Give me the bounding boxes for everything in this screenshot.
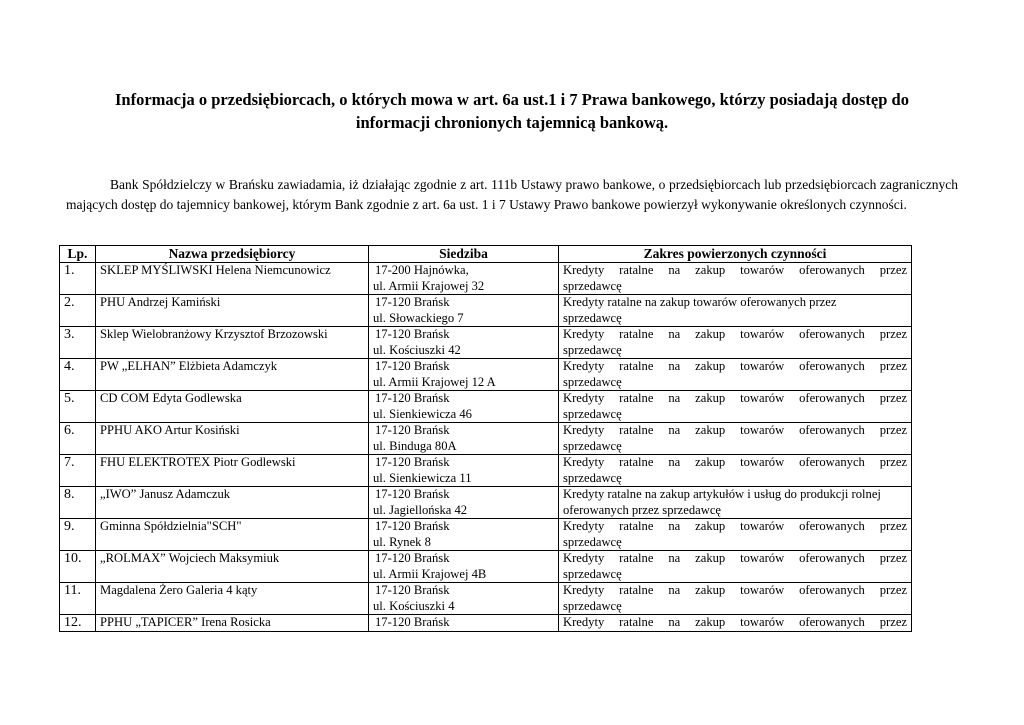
scope-of-activities bbox=[559, 263, 912, 295]
table-header-row bbox=[60, 246, 912, 263]
scope-line-1: Kredyty ratalne na zakup towarów oferowanych przez bbox=[563, 583, 907, 597]
scope-line-2: sprzedawcę bbox=[563, 310, 622, 325]
scope-line-2: sprzedawcę bbox=[563, 406, 622, 421]
header-name: Nazwa przedsiębiorcy bbox=[96, 246, 369, 263]
table-row bbox=[60, 295, 912, 327]
scope-line-2: sprzedawcę bbox=[563, 470, 622, 485]
seat-city: 17-120 Brańsk bbox=[375, 359, 450, 373]
row-number: 12. bbox=[60, 615, 96, 632]
scope-line-1: Kredyty ratalne na zakup artykułów i usług do produkcji rolnej bbox=[563, 487, 881, 501]
entrepreneur-seat bbox=[369, 359, 559, 391]
header-seat: Siedziba bbox=[369, 246, 559, 263]
entrepreneur-seat bbox=[369, 487, 559, 519]
seat-city: 17-120 Brańsk bbox=[375, 615, 450, 629]
seat-city: 17-120 Brańsk bbox=[375, 295, 450, 309]
seat-street: ul. Armii Krajowej 12 A bbox=[373, 374, 496, 389]
entrepreneur-name: CD COM Edyta Godlewska bbox=[96, 391, 369, 423]
seat-city: 17-120 Brańsk bbox=[375, 455, 450, 469]
scope-line-1: Kredyty ratalne na zakup towarów oferowanych przez bbox=[563, 327, 907, 341]
scope-line-1: Kredyty ratalne na zakup towarów oferowanych przez bbox=[563, 615, 907, 629]
scope-of-activities bbox=[559, 615, 912, 632]
seat-street: ul. Rynek 8 bbox=[373, 534, 431, 549]
scope-of-activities bbox=[559, 551, 912, 583]
table-row bbox=[60, 391, 912, 423]
entrepreneur-name: PPHU AKO Artur Kosiński bbox=[96, 423, 369, 455]
table-row bbox=[60, 487, 912, 519]
row-number: 2. bbox=[60, 295, 96, 327]
entrepreneur-name: Magdalena Żero Galeria 4 kąty bbox=[96, 583, 369, 615]
table-row bbox=[60, 359, 912, 391]
scope-line-1: Kredyty ratalne na zakup towarów oferowanych przez bbox=[563, 391, 907, 405]
seat-street: ul. Armii Krajowej 32 bbox=[373, 278, 485, 293]
scope-of-activities bbox=[559, 327, 912, 359]
row-number: 10. bbox=[60, 551, 96, 583]
scope-line-1: Kredyty ratalne na zakup towarów oferowanych przez bbox=[563, 263, 907, 277]
row-number: 5. bbox=[60, 391, 96, 423]
scope-line-1: Kredyty ratalne na zakup towarów oferowanych przez bbox=[563, 519, 907, 533]
table-row bbox=[60, 327, 912, 359]
scope-line-2: sprzedawcę bbox=[563, 598, 622, 613]
seat-street: ul. Armii Krajowej 4B bbox=[373, 566, 487, 581]
scope-of-activities bbox=[559, 519, 912, 551]
seat-city: 17-120 Brańsk bbox=[375, 487, 450, 501]
header-lp: Lp. bbox=[60, 246, 96, 263]
seat-street: ul. Jagiellońska 42 bbox=[373, 502, 468, 517]
entrepreneur-seat bbox=[369, 583, 559, 615]
table-row bbox=[60, 263, 912, 295]
entrepreneur-name: PW „ELHAN” Elżbieta Adamczyk bbox=[96, 359, 369, 391]
entrepreneur-name: Gminna Spółdzielnia"SCH" bbox=[96, 519, 369, 551]
entrepreneur-name: FHU ELEKTROTEX Piotr Godlewski bbox=[96, 455, 369, 487]
scope-of-activities bbox=[559, 359, 912, 391]
entrepreneur-seat bbox=[369, 423, 559, 455]
intro-paragraph: Bank Spółdzielczy w Brańsku zawiadamia, iż działając zgodnie z art. 111b Ustawy prawo bankowe, o przedsiębiorcach lub przedsiębiorcach zagranicznych mających dostęp do tajemnicy bankowej, którym Bank zgodnie z art. 6a ust. 1 i 7 Ustawy Prawo bankowe powierzył wykonywanie określonych czynności. bbox=[66, 177, 958, 212]
seat-street: ul. Binduga 80A bbox=[373, 438, 457, 453]
row-number: 11. bbox=[60, 583, 96, 615]
row-number: 9. bbox=[60, 519, 96, 551]
entrepreneur-name: PPHU „TAPICER” Irena Rosicka bbox=[96, 615, 369, 632]
scope-of-activities bbox=[559, 487, 912, 519]
entrepreneurs-table bbox=[59, 245, 912, 632]
seat-city: 17-200 Hajnówka, bbox=[375, 263, 469, 277]
seat-street: ul. Kościuszki 4 bbox=[373, 598, 455, 613]
scope-of-activities bbox=[559, 423, 912, 455]
row-number: 8. bbox=[60, 487, 96, 519]
seat-city: 17-120 Brańsk bbox=[375, 327, 450, 341]
header-scope: Zakres powierzonych czynności bbox=[559, 246, 912, 263]
scope-of-activities bbox=[559, 391, 912, 423]
seat-street: ul. Kościuszki 42 bbox=[373, 342, 461, 357]
entrepreneur-seat bbox=[369, 327, 559, 359]
row-number: 6. bbox=[60, 423, 96, 455]
scope-line-1: Kredyty ratalne na zakup towarów oferowanych przez bbox=[563, 551, 907, 565]
scope-line-2: sprzedawcę bbox=[563, 278, 622, 293]
entrepreneur-seat bbox=[369, 391, 559, 423]
seat-city: 17-120 Brańsk bbox=[375, 583, 450, 597]
scope-line-2: sprzedawcę bbox=[563, 342, 622, 357]
seat-city: 17-120 Brańsk bbox=[375, 519, 450, 533]
entrepreneur-seat bbox=[369, 615, 559, 632]
row-number: 4. bbox=[60, 359, 96, 391]
row-number: 7. bbox=[60, 455, 96, 487]
scope-line-2: sprzedawcę bbox=[563, 374, 622, 389]
row-number: 3. bbox=[60, 327, 96, 359]
entrepreneur-name: Sklep Wielobranżowy Krzysztof Brzozowski bbox=[96, 327, 369, 359]
scope-of-activities bbox=[559, 455, 912, 487]
seat-street: ul. Sienkiewicza 11 bbox=[373, 470, 472, 485]
scope-line-1: Kredyty ratalne na zakup towarów oferowanych przez bbox=[563, 295, 837, 309]
scope-of-activities bbox=[559, 583, 912, 615]
entrepreneur-seat bbox=[369, 551, 559, 583]
seat-city: 17-120 Brańsk bbox=[375, 423, 450, 437]
scope-of-activities bbox=[559, 295, 912, 327]
entrepreneur-name: „ROLMAX” Wojciech Maksymiuk bbox=[96, 551, 369, 583]
entrepreneur-seat bbox=[369, 455, 559, 487]
scope-line-2: sprzedawcę bbox=[563, 534, 622, 549]
seat-street: ul. Słowackiego 7 bbox=[373, 310, 464, 325]
table-row bbox=[60, 455, 912, 487]
seat-city: 17-120 Brańsk bbox=[375, 551, 450, 565]
seat-street: ul. Sienkiewicza 46 bbox=[373, 406, 472, 421]
table-row bbox=[60, 583, 912, 615]
entrepreneur-name: SKLEP MYŚLIWSKI Helena Niemcunowicz bbox=[96, 263, 369, 295]
scope-line-2: sprzedawcę bbox=[563, 566, 622, 581]
entrepreneur-name: PHU Andrzej Kamiński bbox=[96, 295, 369, 327]
scope-line-1: Kredyty ratalne na zakup towarów oferowanych przez bbox=[563, 359, 907, 373]
scope-line-1: Kredyty ratalne na zakup towarów oferowanych przez bbox=[563, 455, 907, 469]
table-row bbox=[60, 551, 912, 583]
table-row bbox=[60, 519, 912, 551]
entrepreneur-seat bbox=[369, 295, 559, 327]
document-title: Informacja o przedsiębiorcach, o których mowa w art. 6a ust.1 i 7 Prawa bankowego, którzy posiadają dostęp do informacji chronionych tajemnicą bankową. bbox=[115, 90, 909, 132]
scope-line-1: Kredyty ratalne na zakup towarów oferowanych przez bbox=[563, 423, 907, 437]
entrepreneur-seat bbox=[369, 519, 559, 551]
scope-line-2: oferowanych przez sprzedawcę bbox=[563, 502, 722, 517]
entrepreneur-name: „IWO” Janusz Adamczuk bbox=[96, 487, 369, 519]
entrepreneur-seat bbox=[369, 263, 559, 295]
seat-city: 17-120 Brańsk bbox=[375, 391, 450, 405]
scope-line-2: sprzedawcę bbox=[563, 438, 622, 453]
table-row bbox=[60, 423, 912, 455]
row-number: 1. bbox=[60, 263, 96, 295]
table-row bbox=[60, 615, 912, 632]
